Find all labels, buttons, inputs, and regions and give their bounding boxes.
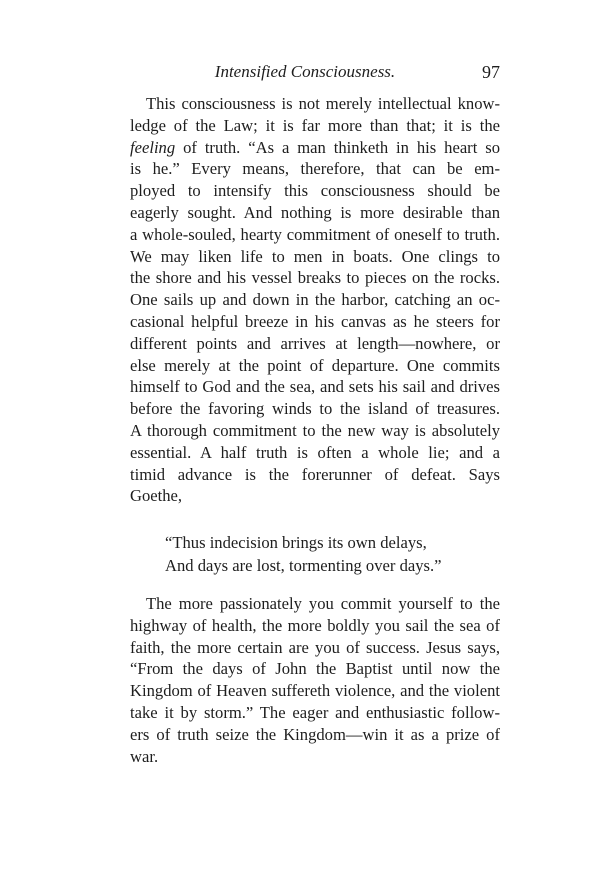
text-line xyxy=(130,137,500,159)
text-line: else merely at the point of departure. One commits xyxy=(130,355,500,375)
text-line: himself to God and the sea, and sets his sail and drives xyxy=(130,377,500,397)
text-line: One sails up and down in the harbor, catching an oc- xyxy=(130,290,500,310)
page-number: 97 xyxy=(482,62,500,82)
text-line: a whole-souled, hearty commitment of oneself to truth. xyxy=(130,224,500,244)
text-line: war. xyxy=(130,746,159,766)
text-line: ers of truth seize the Kingdom—win it as a prize of xyxy=(130,724,500,744)
text-line: And days are lost, tormenting over days.” xyxy=(165,556,442,575)
text-line: This consciousness is not merely intellectual know- xyxy=(146,94,500,113)
text-line: essential. A half truth is often a whole lie; and a xyxy=(130,442,500,462)
text-line: eagerly sought. And nothing is more desirable than xyxy=(130,202,500,222)
text-line: ledge of the Law; it is far more than that; it is the xyxy=(130,115,500,135)
text-line: timid advance is the forerunner of defeat. Says xyxy=(130,464,500,484)
text-line: before the favoring winds to the island of treasures. xyxy=(130,399,500,419)
running-title: Intensified Consciousness. xyxy=(214,62,396,81)
text-line: casional helpful breeze in his canvas as he steers for xyxy=(130,311,500,331)
poem-quote xyxy=(165,531,505,577)
text-line: highway of health, the more boldly you sail the sea of xyxy=(130,615,500,635)
paragraph-1 xyxy=(130,93,500,507)
text-span: of truth. “As a man thinketh in his heart so xyxy=(175,137,500,157)
text-line: different points and arrives at length—nowhere, or xyxy=(130,333,500,353)
emphasis-text: feeling xyxy=(130,137,176,157)
text-line: faith, the more certain are you of success. Jesus says, xyxy=(130,637,500,657)
page-header xyxy=(130,62,500,86)
paragraph-2 xyxy=(130,593,500,767)
text-line: take it by storm.” The eager and enthusiastic follow- xyxy=(130,702,500,722)
text-line: ployed to intensify this consciousness should be xyxy=(130,181,500,201)
text-line: Goethe, xyxy=(130,486,183,506)
text-line: A thorough commitment to the new way is absolutely xyxy=(130,420,500,440)
text-line: The more passionately you commit yourself to the xyxy=(146,594,500,613)
text-line: We may liken life to men in boats. One clings to xyxy=(130,246,500,266)
text-line: “From the days of John the Baptist until now the xyxy=(130,659,500,679)
text-line: the shore and his vessel breaks to pieces on the rocks. xyxy=(130,268,500,288)
text-line: “Thus indecision brings its own delays, xyxy=(165,533,427,552)
text-line: Kingdom of Heaven suffereth violence, and the violent xyxy=(130,681,500,701)
text-line: is he.” Every means, therefore, that can be em- xyxy=(130,159,500,179)
